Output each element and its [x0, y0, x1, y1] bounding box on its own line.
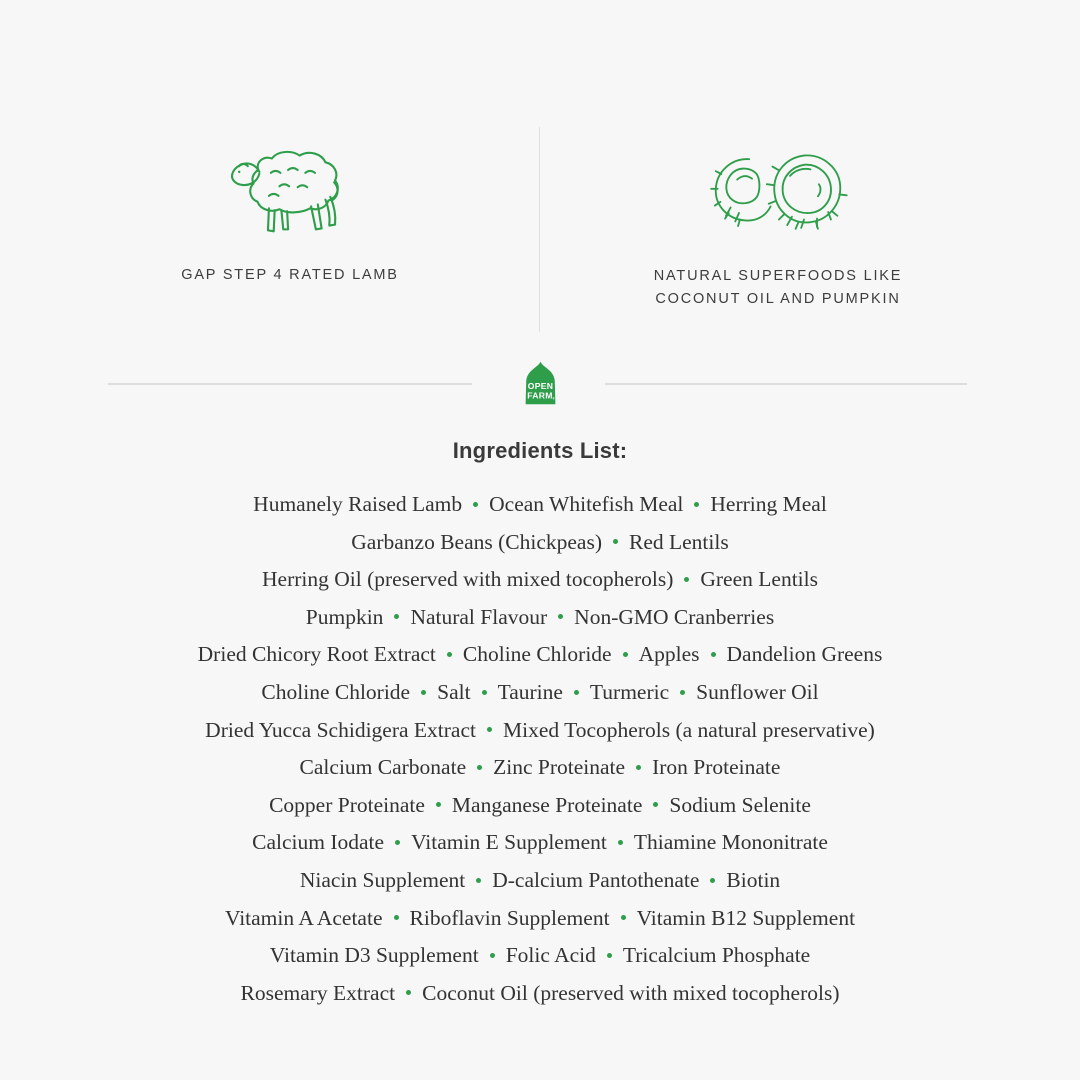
feature-superfoods-label — [654, 265, 902, 311]
ingredient-item: Folic Acid — [505, 943, 596, 968]
coconut-icon — [708, 148, 848, 239]
ingredient-item: Calcium Carbonate — [299, 755, 467, 780]
ingredients-line — [0, 900, 1080, 938]
bullet-separator-icon — [621, 915, 626, 920]
ingredients-line — [0, 862, 1080, 900]
bullet-separator-icon — [482, 690, 487, 695]
ingredients-line — [0, 824, 1080, 862]
bullet-separator-icon — [711, 652, 716, 657]
bullet-separator-icon — [680, 690, 685, 695]
ingredient-item: Vitamin A Acetate — [224, 905, 383, 930]
ingredient-item: Riboflavin Supplement — [409, 905, 610, 930]
logo-text-open: OPEN — [527, 381, 554, 391]
bullet-separator-icon — [395, 840, 400, 845]
feature-superfoods — [622, 148, 934, 311]
ingredient-item: Salt — [437, 679, 471, 704]
ingredient-item: Choline Chloride — [462, 642, 612, 667]
bullet-separator-icon — [613, 539, 618, 544]
ingredient-item: Turmeric — [589, 679, 670, 704]
ingredients-list — [0, 486, 1080, 1012]
bullet-separator-icon — [694, 502, 699, 507]
bullet-separator-icon — [477, 765, 482, 770]
ingredient-item: Dandelion Greens — [726, 642, 883, 667]
ingredient-item: Rosemary Extract — [240, 980, 396, 1005]
ingredient-item: Sunflower Oil — [696, 679, 819, 704]
ingredients-line — [0, 712, 1080, 750]
bullet-separator-icon — [607, 953, 612, 958]
bullet-separator-icon — [487, 727, 492, 732]
feature-lamb — [138, 146, 442, 287]
divider-left — [108, 383, 472, 385]
ingredient-item: Manganese Proteinate — [451, 792, 643, 817]
bullet-separator-icon — [406, 990, 411, 995]
divider-right — [605, 383, 967, 385]
ingredient-item: Biotin — [726, 867, 781, 892]
ingredient-item: Mixed Tocopherols (a natural preservative) — [503, 717, 875, 742]
feature-superfoods-label-line1: NATURAL SUPERFOODS LIKE — [653, 268, 903, 284]
bullet-separator-icon — [684, 577, 689, 582]
ingredient-item: Coconut Oil (preserved with mixed tocopherols) — [422, 980, 840, 1005]
ingredients-line — [0, 937, 1080, 975]
ingredient-item: Sodium Selenite — [669, 792, 811, 817]
ingredients-line — [0, 749, 1080, 787]
ingredients-line — [0, 674, 1080, 712]
logo-text-farm: FARM — [527, 390, 553, 401]
ingredient-item: Tricalcium Phosphate — [622, 943, 811, 968]
bullet-separator-icon — [421, 690, 426, 695]
ingredient-item: Zinc Proteinate — [493, 755, 626, 780]
bullet-separator-icon — [473, 502, 478, 507]
ingredient-item: Niacin Supplement — [299, 867, 466, 892]
ingredient-item: Dried Yucca Schidigera Extract — [205, 717, 476, 742]
ingredient-item: Ocean Whitefish Meal — [489, 492, 684, 516]
ingredient-item: Non-GMO Cranberries — [574, 604, 775, 629]
bullet-separator-icon — [436, 802, 441, 807]
bullet-separator-icon — [490, 953, 495, 958]
bullet-separator-icon — [623, 652, 628, 657]
bullet-separator-icon — [447, 652, 452, 657]
open-farm-logo — [522, 361, 559, 405]
ingredient-item: Apples — [638, 642, 700, 667]
ingredient-item: Herring Oil (preserved with mixed tocopherols) — [262, 567, 674, 592]
ingredient-item: Dried Chicory Root Extract — [197, 642, 436, 667]
ingredient-item: Humanely Raised Lamb — [253, 492, 463, 516]
ingredient-item: Red Lentils — [629, 529, 729, 554]
lamb-icon — [224, 146, 356, 238]
ingredients-line — [0, 524, 1080, 562]
ingredient-item: Herring Meal — [710, 492, 827, 516]
feature-lamb-label: GAP STEP 4 RATED LAMB — [181, 267, 399, 283]
ingredient-item: Choline Chloride — [261, 679, 411, 704]
ingredient-item: Natural Flavour — [410, 604, 548, 629]
bullet-separator-icon — [618, 840, 623, 845]
ingredient-item: Green Lentils — [700, 567, 818, 592]
ingredient-item: Vitamin E Supplement — [411, 830, 607, 855]
bullet-separator-icon — [476, 878, 481, 883]
bullet-separator-icon — [394, 915, 399, 920]
bullet-separator-icon — [636, 765, 641, 770]
ingredients-line — [0, 636, 1080, 674]
ingredient-item: Thiamine Mononitrate — [633, 830, 828, 855]
bullet-separator-icon — [574, 690, 579, 695]
ingredient-item: Garbanzo Beans (Chickpeas) — [351, 529, 602, 554]
bullet-separator-icon — [394, 614, 399, 619]
ingredients-line — [0, 975, 1080, 1013]
ingredient-item: Copper Proteinate — [269, 792, 425, 817]
bullet-separator-icon — [653, 802, 658, 807]
ingredients-heading: Ingredients List: — [452, 438, 628, 463]
logo-registered-mark: ® — [552, 396, 555, 401]
ingredient-item: Pumpkin — [305, 604, 384, 629]
feature-superfoods-label-line2: COCONUT OIL AND PUMPKIN — [655, 291, 901, 307]
ingredients-line — [0, 486, 1080, 524]
bullet-separator-icon — [710, 878, 715, 883]
bullet-separator-icon — [558, 614, 563, 619]
ingredients-line — [0, 561, 1080, 599]
ingredient-item: Vitamin B12 Supplement — [636, 905, 856, 930]
ingredient-item: D-calcium Pantothenate — [492, 867, 700, 892]
ingredient-item: Calcium Iodate — [252, 830, 385, 855]
ingredients-line — [0, 599, 1080, 637]
vertical-divider — [539, 127, 540, 332]
ingredients-line — [0, 787, 1080, 825]
ingredient-item: Vitamin D3 Supplement — [269, 943, 479, 968]
ingredient-item: Iron Proteinate — [652, 755, 781, 780]
ingredient-item: Taurine — [497, 679, 563, 704]
